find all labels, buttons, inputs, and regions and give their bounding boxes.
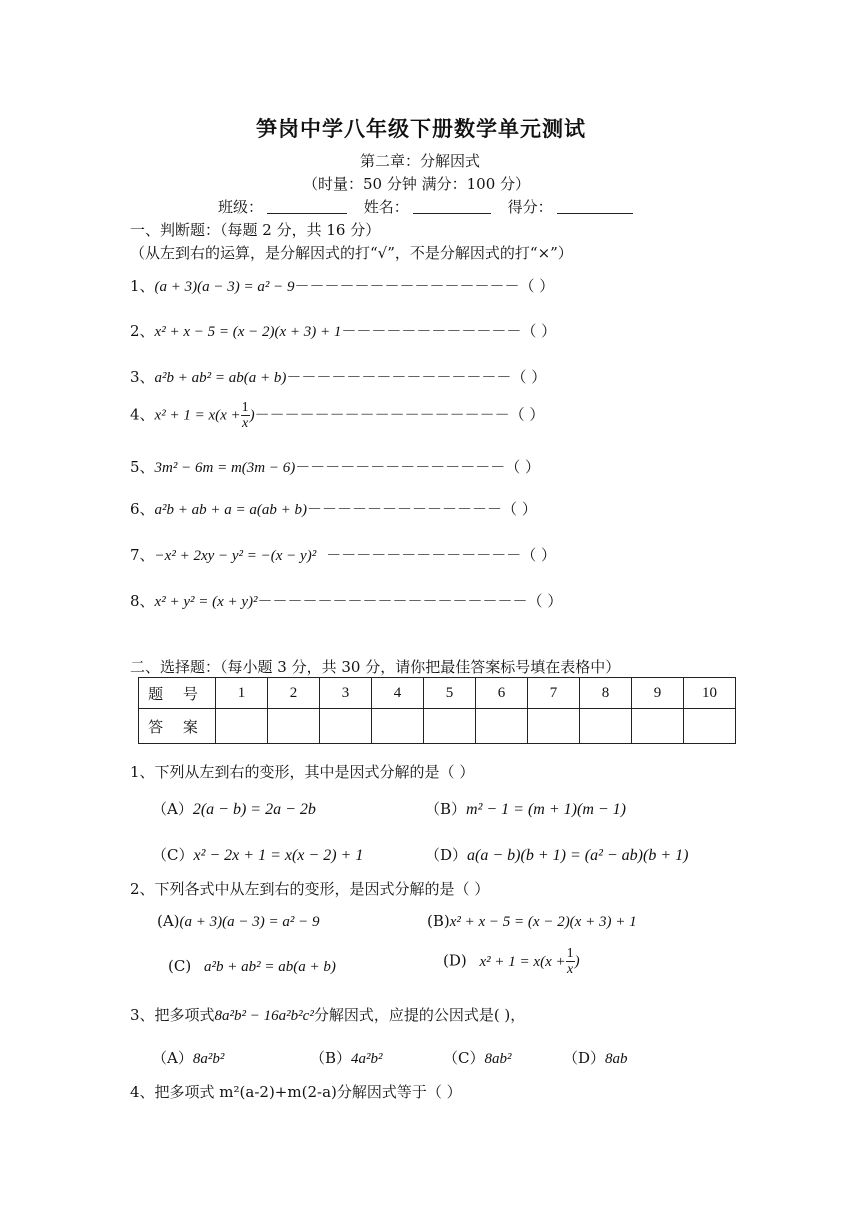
item-dashes: －－－－－－－－－－－－－－－ <box>286 368 512 386</box>
item-dashes: －－－－－－－－－－－－－ <box>326 546 522 564</box>
stem-text-tail: 分解因式，应提的公因式是( )， <box>313 1006 526 1024</box>
answer-row <box>139 709 736 744</box>
option-expression: (a + 3)(a − 3) = a² − 9 <box>179 914 320 930</box>
judge-item-6 <box>130 498 537 519</box>
option-expression: x² + x − 5 = (x − 2)(x + 3) + 1 <box>449 914 637 930</box>
question-4-stem: 4、把多项式 m²(a-2)+m(2-a)分解因式等于（ ） <box>130 1083 462 1101</box>
option-label: （B） <box>310 1049 352 1067</box>
answer-cell[interactable] <box>424 709 476 744</box>
question-1-stem: 1、下列从左到右的变形，其中是因式分解的是（ ） <box>130 763 475 781</box>
q2-option-b[interactable] <box>427 912 637 931</box>
answer-table <box>138 677 736 744</box>
class-blank[interactable] <box>267 200 347 214</box>
row-label-answer: 答 案 <box>139 709 216 744</box>
answer-cell[interactable] <box>632 709 684 744</box>
answer-cell[interactable] <box>268 709 320 744</box>
option-label: （B） <box>425 800 467 818</box>
item-expression: a²b + ab² = ab(a + b) <box>154 370 287 386</box>
q3-option-b[interactable] <box>310 1047 383 1068</box>
answer-paren[interactable]: （ ） <box>519 277 555 295</box>
option-expression: a²b + ab² = ab(a + b) <box>203 959 336 975</box>
stem-expression: 8a²b² − 16a²b²c² <box>214 1008 314 1024</box>
item-number: 7、 <box>130 546 155 564</box>
item-dashes: －－－－－－－－－－－－ <box>341 322 522 340</box>
item-expression: x² + y² = (x + y)² <box>154 594 258 610</box>
option-expression: 2(a − b) = 2a − 2b <box>192 801 316 818</box>
option-label: (D) <box>443 951 467 970</box>
answer-cell[interactable] <box>216 709 268 744</box>
item-expression: a²b + ab + a = a(ab + b) <box>154 502 308 518</box>
answer-cell[interactable] <box>320 709 372 744</box>
answer-cell[interactable] <box>580 709 632 744</box>
option-label: （C） <box>443 1049 485 1067</box>
answer-paren[interactable]: （ ） <box>527 592 563 610</box>
section2-heading: 二、选择题：（每小题 3 分，共 30 分，请你把最佳答案标号填在表格中） <box>130 658 621 676</box>
section1-instruction: （从左到右的运算，是分解因式的打“√”，不是分解因式的打“×”） <box>130 244 573 262</box>
item-number: 8、 <box>130 592 155 610</box>
fraction-numerator: 1 <box>566 946 574 961</box>
fraction-denominator: x <box>242 416 249 431</box>
fraction-denominator: x <box>567 962 574 977</box>
item-number: 2、 <box>130 322 155 340</box>
time-score-info: （时量：50 分钟 满分：100 分） <box>303 175 531 193</box>
option-label: （D） <box>425 846 468 864</box>
section1-heading: 一、判断题：（每题 2 分，共 16 分） <box>130 221 381 239</box>
option-label: （D） <box>563 1049 606 1067</box>
score-blank[interactable] <box>557 200 633 214</box>
chapter-subtitle: 第二章：分解因式 <box>360 152 481 170</box>
option-expression: 8ab <box>605 1051 628 1067</box>
q1-option-d[interactable] <box>425 844 688 865</box>
name-blank[interactable] <box>413 200 491 214</box>
answer-cell[interactable] <box>372 709 424 744</box>
answer-paren[interactable]: （ ） <box>509 405 545 424</box>
page-title: 笋岗中学八年级下册数学单元测试 <box>256 116 586 141</box>
option-label: （A） <box>152 800 193 818</box>
question-number-cell: 3 <box>320 678 372 709</box>
question-number-cell: 9 <box>632 678 684 709</box>
answer-cell[interactable] <box>684 709 736 744</box>
question-number-cell: 8 <box>580 678 632 709</box>
option-label: (A) <box>157 912 180 930</box>
item-expression: x² + x − 5 = (x − 2)(x + 3) + 1 <box>154 324 342 340</box>
judge-item-5 <box>130 456 540 477</box>
q1-option-a[interactable] <box>152 798 316 819</box>
question-3-stem <box>130 1004 525 1025</box>
name-label: 姓名： <box>363 198 409 216</box>
item-expression-tail: ) <box>249 407 255 424</box>
item-number: 5、 <box>130 458 155 476</box>
question-2-stem: 2、下列各式中从左到右的变形，是因式分解的是（ ） <box>130 880 490 898</box>
question-number-cell: 6 <box>476 678 528 709</box>
score-label: 得分： <box>507 198 553 216</box>
item-dashes: －－－－－－－－－－－－－－－－－ <box>254 405 510 424</box>
item-number: 1、 <box>130 277 155 295</box>
item-number: 3、 <box>130 368 155 386</box>
item-dashes: －－－－－－－－－－－－－－－ <box>294 277 520 295</box>
question-number-cell: 7 <box>528 678 580 709</box>
student-info-row <box>218 196 637 217</box>
option-expression: m² − 1 = (m + 1)(m − 1) <box>466 801 626 818</box>
option-expression: 8ab² <box>484 1051 512 1067</box>
answer-paren[interactable]: （ ） <box>511 368 547 386</box>
option-expression: x² − 2x + 1 = x(x − 2) + 1 <box>193 847 364 864</box>
q1-option-c[interactable] <box>152 844 363 865</box>
item-dashes: －－－－－－－－－－－－－ <box>307 500 503 518</box>
item-dashes: －－－－－－－－－－－－－－－－－－ <box>257 592 528 610</box>
class-label: 班级： <box>218 198 264 216</box>
option-expression: 8a²b² <box>192 1051 225 1067</box>
answer-cell[interactable] <box>528 709 580 744</box>
judge-item-8 <box>130 590 562 611</box>
answer-cell[interactable] <box>476 709 528 744</box>
q1-option-b[interactable] <box>425 798 626 819</box>
q2-option-d[interactable] <box>443 946 580 977</box>
item-expression: −x² + 2xy − y² = −(x − y)² <box>154 548 317 564</box>
fraction <box>566 946 575 977</box>
fraction-numerator: 1 <box>241 400 249 415</box>
option-expression: x² + 1 = x(x + <box>479 953 566 970</box>
option-label: (B) <box>427 912 450 930</box>
fraction <box>241 400 250 431</box>
q2-option-a[interactable] <box>157 912 320 931</box>
answer-paren[interactable]: （ ） <box>502 500 537 518</box>
question-number-cell: 5 <box>424 678 476 709</box>
q2-option-c[interactable] <box>168 957 336 976</box>
item-number: 6、 <box>130 500 155 518</box>
stem-text: 3、把多项式 <box>130 1006 215 1024</box>
answer-paren[interactable]: （ ） <box>521 546 557 564</box>
option-expression: 4a²b² <box>351 1051 383 1067</box>
question-number-cell: 2 <box>268 678 320 709</box>
judge-item-1 <box>130 275 554 296</box>
item-number: 4、 <box>130 405 155 424</box>
answer-paren[interactable]: （ ） <box>505 458 541 476</box>
option-expression-tail: ) <box>574 953 580 970</box>
question-number-row <box>139 678 736 709</box>
row-label-number: 题 号 <box>139 678 216 709</box>
option-expression: a(a − b)(b + 1) = (a² − ab)(b + 1) <box>467 847 689 864</box>
option-label: （A） <box>152 1049 193 1067</box>
item-expression: (a + 3)(a − 3) = a² − 9 <box>154 279 295 295</box>
option-label: (C) <box>168 957 192 975</box>
question-number-cell: 1 <box>216 678 268 709</box>
item-expression: 3m² − 6m = m(3m − 6) <box>154 460 296 476</box>
q3-option-d[interactable] <box>563 1047 628 1068</box>
item-expression: x² + 1 = x(x + <box>154 407 241 424</box>
judge-item-3 <box>130 366 546 387</box>
judge-item-4 <box>130 400 544 431</box>
question-number-cell: 10 <box>684 678 736 709</box>
q3-option-c[interactable] <box>443 1047 511 1068</box>
judge-item-7 <box>130 544 556 565</box>
answer-paren[interactable]: （ ） <box>521 322 557 340</box>
item-dashes: －－－－－－－－－－－－－－ <box>295 458 506 476</box>
judge-item-2 <box>130 320 556 341</box>
question-number-cell: 4 <box>372 678 424 709</box>
option-label: （C） <box>152 846 194 864</box>
q3-option-a[interactable] <box>152 1047 224 1068</box>
